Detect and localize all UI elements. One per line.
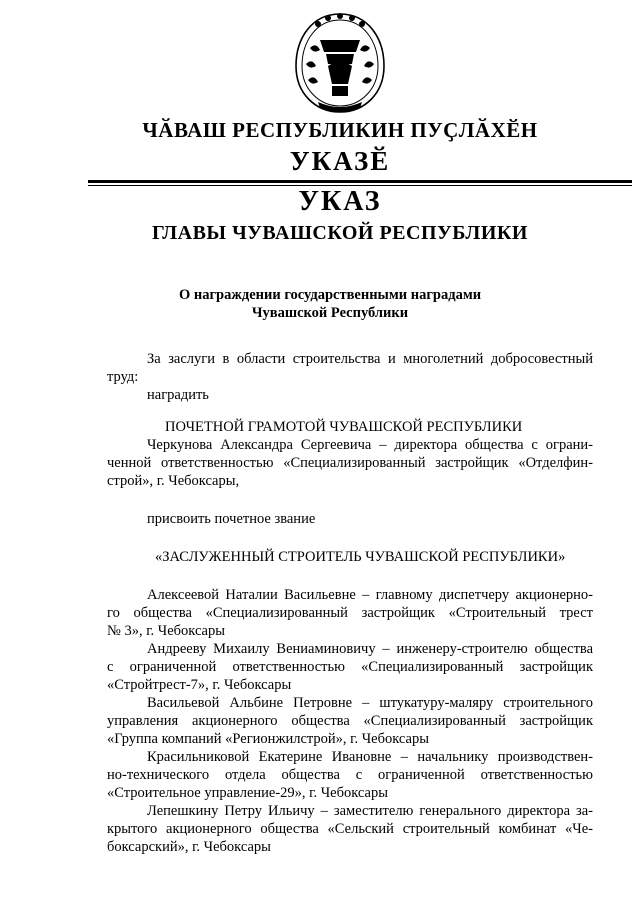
russian-title-line1: УКАЗ — [298, 186, 382, 217]
recipient-item — [107, 748, 593, 802]
recipient-line: Алексеевой Наталии Васильевне – главному диспетчеру акционерно- — [147, 587, 593, 603]
recipient-line: крытого акционерного общества «Сельский строительный комбинат «Че- — [107, 821, 593, 837]
gramota-line3: строй», г. Чебоксары, — [107, 473, 240, 489]
title-award-intro: присвоить почетное звание — [147, 511, 316, 527]
recipient-line: Васильевой Альбине Петровне – штукатуру-маляру строительного — [147, 695, 593, 711]
intro-line1: За заслуги в области строительства и многолетний добросовестный — [147, 351, 593, 367]
recipient-line: управления акционерного общества «Специализированный застройщик — [107, 713, 593, 729]
gramota-line2: ченной ответственностью «Специализированный застройщик «Отделфин- — [107, 455, 593, 471]
recipient-line: боксарский», г. Чебоксары — [107, 839, 271, 855]
recipient-line: № 3», г. Чебоксары — [107, 623, 225, 639]
gramota-title: ПОЧЕТНОЙ ГРАМОТОЙ ЧУВАШСКОЙ РЕСПУБЛИКИ — [165, 419, 523, 435]
recipient-line: Андрееву Михаилу Вениаминовичу – инженеру-строителю общества — [147, 641, 593, 657]
recipient-item — [107, 694, 593, 748]
recipient-line: с ограниченной ответственностью «Специализированный застройщик — [107, 659, 593, 675]
russian-title-line2: ГЛАВЫ ЧУВАШСКОЙ РЕСПУБЛИКИ — [152, 222, 528, 244]
intro-line2: труд: — [107, 369, 139, 385]
header-divider-thick — [88, 180, 632, 183]
recipient-item — [107, 802, 593, 856]
subject-line2: Чувашской Республики — [251, 305, 409, 321]
recipient-line: Красильниковой Екатерине Ивановне – начальнику производствен- — [147, 749, 593, 765]
chuvash-title-line1: ЧӐВАШ РЕСПУБЛИКИН ПУҪЛӐХӖН — [142, 118, 538, 142]
award-verb: наградить — [147, 387, 209, 403]
chuvash-title-line2: УКАЗӖ — [289, 146, 391, 176]
recipient-item — [107, 586, 593, 640]
recipient-line: «Группа компаний «Регионжилстрой», г. Чебоксары — [107, 731, 429, 747]
recipient-line: «Стройтрест-7», г. Чебоксары — [107, 677, 292, 693]
recipient-line: но-технического отдела общества с ограниченной ответственностью — [107, 767, 593, 783]
decree-body — [107, 350, 593, 856]
recipient-line: «Строительное управление-29», г. Чебоксары — [107, 785, 388, 801]
recipient-item — [107, 640, 593, 694]
decree-subject — [0, 286, 640, 322]
subject-line1: О награждении государственными наградами — [178, 287, 482, 303]
recipient-line: го общества «Специализированный застройщик «Строительный трест — [107, 605, 593, 621]
title-award-name: «ЗАСЛУЖЕННЫЙ СТРОИТЕЛЬ ЧУВАШСКОЙ РЕСПУБЛИКИ» — [155, 549, 566, 565]
coat-of-arms-emblem — [288, 8, 392, 116]
gramota-line1: Черкунова Александра Сергеевича – директора общества с ограни- — [147, 437, 593, 453]
recipient-line: Лепешкину Петру Ильичу – заместителю генерального директора за- — [147, 803, 593, 819]
